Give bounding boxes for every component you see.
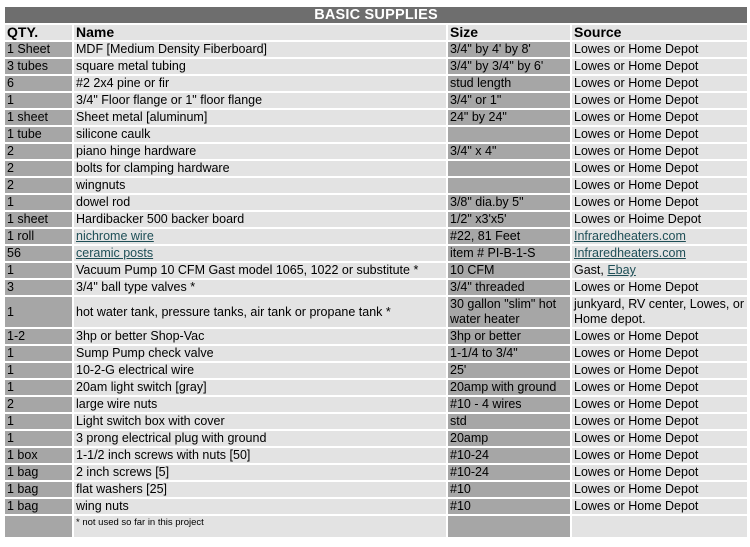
name-cell: 3 prong electrical plug with ground <box>74 431 446 446</box>
table-row <box>5 380 747 395</box>
name-cell: MDF [Medium Density Fiberboard] <box>74 42 446 57</box>
footer-qty-cell <box>5 516 72 537</box>
size-cell: #10 - 4 wires <box>448 397 570 412</box>
qty-cell: 1 <box>5 431 72 446</box>
source-cell: Lowes or Home Depot <box>572 195 747 210</box>
qty-cell: 3 tubes <box>5 59 72 74</box>
source-cell: Lowes or Home Depot <box>572 414 747 429</box>
size-cell: 24" by 24" <box>448 110 570 125</box>
name-cell: 3/4" ball type valves * <box>74 280 446 295</box>
name-cell: hot water tank, pressure tanks, air tank or propane tank * <box>74 297 446 327</box>
name-cell: dowel rod <box>74 195 446 210</box>
qty-cell: 1 bag <box>5 482 72 497</box>
size-cell: #10-24 <box>448 465 570 480</box>
table-row <box>5 59 747 74</box>
size-cell <box>448 178 570 193</box>
source-cell: Lowes or Home Depot <box>572 280 747 295</box>
source-cell: Lowes or Home Depot <box>572 346 747 361</box>
size-cell: 30 gallon "slim" hot water heater <box>448 297 570 327</box>
qty-cell: 2 <box>5 144 72 159</box>
source-cell: Lowes or Home Depot <box>572 76 747 91</box>
size-cell: std <box>448 414 570 429</box>
size-cell: 3/4" or 1" <box>448 93 570 108</box>
qty-cell: 56 <box>5 246 72 261</box>
table-row <box>5 482 747 497</box>
qty-cell: 2 <box>5 397 72 412</box>
table-row <box>5 465 747 480</box>
size-cell: 1/2" x3'x5' <box>448 212 570 227</box>
size-cell <box>448 161 570 176</box>
name-cell: wing nuts <box>74 499 446 514</box>
size-cell: #22, 81 Feet <box>448 229 570 244</box>
qty-cell: 1 box <box>5 448 72 463</box>
source-cell: Lowes or Home Depot <box>572 431 747 446</box>
table-row <box>5 42 747 57</box>
table-row <box>5 229 747 244</box>
name-cell: #2 2x4 pine or fir <box>74 76 446 91</box>
table-row <box>5 329 747 344</box>
header-source: Source <box>572 25 747 40</box>
qty-cell: 1 <box>5 297 72 327</box>
table-row <box>5 263 747 278</box>
size-cell <box>448 127 570 142</box>
source-cell: Lowes or Home Depot <box>572 397 747 412</box>
table-row <box>5 212 747 227</box>
size-cell: 1-1/4 to 3/4" <box>448 346 570 361</box>
table-row <box>5 127 747 142</box>
qty-cell: 1 bag <box>5 499 72 514</box>
source-cell: Lowes or Hoime Depot <box>572 212 747 227</box>
source-cell: junkyard, RV center, Lowes, or Home depot. <box>572 297 747 327</box>
name-cell: 2 inch screws [5] <box>74 465 446 480</box>
qty-cell: 1-2 <box>5 329 72 344</box>
name-cell: Sump Pump check valve <box>74 346 446 361</box>
name-cell: Vacuum Pump 10 CFM Gast model 1065, 1022 or substitute * <box>74 263 446 278</box>
source-cell: Lowes or Home Depot <box>572 363 747 378</box>
source-cell: Lowes or Home Depot <box>572 465 747 480</box>
qty-cell: 1 <box>5 363 72 378</box>
table-row <box>5 346 747 361</box>
table-row <box>5 195 747 210</box>
qty-cell: 1 sheet <box>5 110 72 125</box>
name-cell: Sheet metal [aluminum] <box>74 110 446 125</box>
source-cell: Lowes or Home Depot <box>572 110 747 125</box>
source-cell: Lowes or Home Depot <box>572 448 747 463</box>
name-cell: Hardibacker 500 backer board <box>74 212 446 227</box>
qty-cell: 1 tube <box>5 127 72 142</box>
size-cell: 3/4" by 3/4" by 6' <box>448 59 570 74</box>
qty-cell: 2 <box>5 161 72 176</box>
source-cell: Lowes or Home Depot <box>572 42 747 57</box>
table-body <box>5 42 747 514</box>
size-cell: 3/4" x 4" <box>448 144 570 159</box>
table-row <box>5 144 747 159</box>
name-cell: 20am light switch [gray] <box>74 380 446 395</box>
source-cell: Lowes or Home Depot <box>572 144 747 159</box>
source-cell: Lowes or Home Depot <box>572 127 747 142</box>
source-cell: Lowes or Home Depot <box>572 59 747 74</box>
header-qty: QTY. <box>5 25 72 40</box>
source-cell: Lowes or Home Depot <box>572 499 747 514</box>
size-cell: stud length <box>448 76 570 91</box>
name-cell: 3/4" Floor flange or 1" floor flange <box>74 93 446 108</box>
source-cell <box>572 263 747 278</box>
name-cell: 1-1/2 inch screws with nuts [50] <box>74 448 446 463</box>
qty-cell: 1 Sheet <box>5 42 72 57</box>
size-cell: 3hp or better <box>448 329 570 344</box>
name-cell: square metal tubing <box>74 59 446 74</box>
name-cell: Light switch box with cover <box>74 414 446 429</box>
qty-cell: 1 bag <box>5 465 72 480</box>
source-cell: Lowes or Home Depot <box>572 178 747 193</box>
source-cell-link[interactable]: Infraredheaters.com <box>574 229 686 243</box>
size-cell: 10 CFM <box>448 263 570 278</box>
source-cell: Lowes or Home Depot <box>572 93 747 108</box>
size-cell: #10 <box>448 482 570 497</box>
name-cell-link[interactable]: nichrome wire <box>76 229 154 243</box>
source-text: Gast, <box>574 263 608 277</box>
name-cell: piano hinge hardware <box>74 144 446 159</box>
size-cell: 20amp with ground <box>448 380 570 395</box>
qty-cell: 6 <box>5 76 72 91</box>
footer-source-cell <box>572 516 747 537</box>
name-cell-link[interactable]: ceramic posts <box>76 246 154 260</box>
size-cell: 20amp <box>448 431 570 446</box>
footnote: * not used so far in this project <box>74 516 446 537</box>
source-cell <box>572 229 747 244</box>
table-row <box>5 363 747 378</box>
name-cell <box>74 229 446 244</box>
size-cell: 3/8" dia.by 5" <box>448 195 570 210</box>
supplies-table <box>3 5 749 539</box>
table-row <box>5 448 747 463</box>
table-row <box>5 499 747 514</box>
qty-cell: 1 <box>5 263 72 278</box>
qty-cell: 1 roll <box>5 229 72 244</box>
table-row <box>5 178 747 193</box>
name-cell: flat washers [25] <box>74 482 446 497</box>
name-cell <box>74 246 446 261</box>
table-row <box>5 414 747 429</box>
source-cell: Lowes or Home Depot <box>572 482 747 497</box>
qty-cell: 1 <box>5 414 72 429</box>
size-cell: 3/4" by 4' by 8' <box>448 42 570 57</box>
name-cell: silicone caulk <box>74 127 446 142</box>
source-cell <box>572 246 747 261</box>
name-cell: bolts for clamping hardware <box>74 161 446 176</box>
size-cell: 25' <box>448 363 570 378</box>
qty-cell: 1 <box>5 93 72 108</box>
source-cell: Lowes or Home Depot <box>572 329 747 344</box>
size-cell: item # PI-B-1-S <box>448 246 570 261</box>
qty-cell: 3 <box>5 280 72 295</box>
header-size: Size <box>448 25 570 40</box>
source-cell: Lowes or Home Depot <box>572 380 747 395</box>
name-cell: large wire nuts <box>74 397 446 412</box>
size-cell: #10-24 <box>448 448 570 463</box>
table-row <box>5 431 747 446</box>
qty-cell: 1 sheet <box>5 212 72 227</box>
table-row <box>5 297 747 327</box>
name-cell: 3hp or better Shop-Vac <box>74 329 446 344</box>
name-cell: 10-2-G electrical wire <box>74 363 446 378</box>
table-row <box>5 76 747 91</box>
qty-cell: 1 <box>5 195 72 210</box>
source-cell: Lowes or Home Depot <box>572 161 747 176</box>
source-cell-link[interactable]: Ebay <box>607 263 636 277</box>
table-row <box>5 93 747 108</box>
header-name: Name <box>74 25 446 40</box>
size-cell: #10 <box>448 499 570 514</box>
name-cell: wingnuts <box>74 178 446 193</box>
qty-cell: 2 <box>5 178 72 193</box>
qty-cell: 1 <box>5 346 72 361</box>
qty-cell: 1 <box>5 380 72 395</box>
table-row <box>5 397 747 412</box>
table-title: BASIC SUPPLIES <box>5 7 747 23</box>
footer-size-cell <box>448 516 570 537</box>
table-row <box>5 161 747 176</box>
table-row <box>5 280 747 295</box>
table-row <box>5 110 747 125</box>
source-cell-link[interactable]: Infraredheaters.com <box>574 246 686 260</box>
size-cell: 3/4" threaded <box>448 280 570 295</box>
table-row <box>5 246 747 261</box>
